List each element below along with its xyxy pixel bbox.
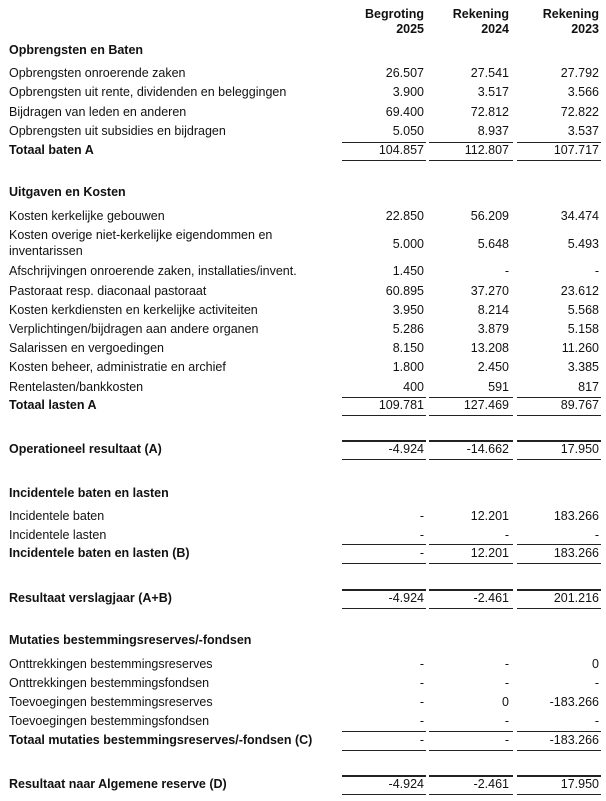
value-cell: 183.266 [553, 546, 599, 560]
rule [517, 160, 601, 161]
row-label: Opbrengsten onroerende zaken [9, 66, 186, 80]
rule [517, 415, 601, 416]
value-cell: - [419, 695, 424, 709]
rule [429, 731, 513, 732]
value-cell: -4.924 [388, 442, 424, 456]
total-label: Totaal mutaties bestemmingsreserves/-fondsen (C) [9, 733, 313, 747]
value-cell: 5.000 [392, 237, 424, 251]
rule [342, 731, 426, 732]
rule [517, 459, 601, 460]
value-cell: 5.493 [567, 237, 599, 251]
value-cell: 3.537 [567, 124, 599, 138]
rule [429, 750, 513, 751]
value-cell: 8.150 [392, 341, 424, 355]
rule [342, 160, 426, 161]
row-label: Kosten kerkelijke gebouwen [9, 209, 165, 223]
header-line1: Begroting [364, 7, 424, 21]
rule [342, 415, 426, 416]
total-label: Incidentele baten en lasten (B) [9, 546, 190, 560]
value-cell: - [504, 264, 509, 278]
value-cell: 3.566 [567, 85, 599, 99]
value-cell: 3.950 [392, 303, 424, 317]
rule [342, 750, 426, 751]
heavy-rule [517, 440, 601, 442]
header-line1: Rekening [542, 7, 599, 21]
value-cell: 3.879 [477, 322, 509, 336]
value-cell: - [419, 714, 424, 728]
rule [342, 608, 426, 609]
value-cell: -183.266 [549, 695, 599, 709]
value-cell: 591 [488, 380, 509, 394]
rule [342, 563, 426, 564]
value-cell: 27.792 [560, 66, 599, 80]
total-label: Resultaat verslagjaar (A+B) [9, 591, 172, 605]
value-cell: 12.201 [470, 509, 509, 523]
rule [342, 544, 426, 545]
row-label: Onttrekkingen bestemmingsreserves [9, 657, 213, 671]
value-cell: 0 [502, 695, 509, 709]
value-cell: 11.260 [561, 341, 599, 355]
value-cell: - [504, 657, 509, 671]
row-label: Verplichtingen/bijdragen aan andere organen [9, 322, 259, 336]
rule [429, 563, 513, 564]
value-cell: 107.717 [553, 143, 599, 157]
section-heading: Mutaties bestemmingsreserves/-fondsen [9, 633, 252, 647]
value-cell: 0 [592, 657, 599, 671]
row-label-line2: inventarissen [9, 244, 83, 258]
value-cell: -4.924 [388, 777, 424, 791]
total-label: Resultaat naar Algemene reserve (D) [9, 777, 227, 791]
rule [517, 731, 601, 732]
value-cell: 17.950 [560, 777, 599, 791]
heavy-rule [429, 440, 513, 442]
value-cell: -2.461 [473, 591, 509, 605]
value-cell: -14.662 [466, 442, 509, 456]
rule [429, 160, 513, 161]
value-cell: 5.050 [392, 124, 424, 138]
header-rekening-2024 [425, 7, 509, 37]
value-cell: 109.781 [378, 398, 424, 412]
header-line2: 2023 [571, 22, 599, 36]
row-label: Incidentele lasten [9, 528, 107, 542]
value-cell: - [419, 733, 424, 747]
value-cell: 8.937 [477, 124, 509, 138]
row-label-line1: Kosten overige niet-kerkelijke eigendommen en [9, 228, 273, 242]
row-label [9, 228, 272, 258]
value-cell: 17.950 [560, 442, 599, 456]
heavy-rule [517, 775, 601, 777]
rule [342, 397, 426, 398]
value-cell: -183.266 [549, 733, 599, 747]
value-cell: 104.857 [378, 143, 424, 157]
value-cell: 89.767 [560, 398, 599, 412]
value-cell: 112.807 [464, 143, 509, 157]
row-label: Opbrengsten uit rente, dividenden en beleggingen [9, 85, 287, 99]
row-label: Onttrekkingen bestemmingsfondsen [9, 676, 210, 690]
row-label: Salarissen en vergoedingen [9, 341, 164, 355]
heavy-rule [517, 589, 601, 591]
value-cell: 5.286 [392, 322, 424, 336]
value-cell: 183.266 [553, 509, 599, 523]
section-heading: Opbrengsten en Baten [9, 43, 144, 57]
value-cell: - [419, 657, 424, 671]
rule [429, 415, 513, 416]
rule [517, 750, 601, 751]
value-cell: 56.209 [470, 209, 509, 223]
row-label: Kosten beheer, administratie en archief [9, 360, 226, 374]
rule [429, 459, 513, 460]
rule [517, 397, 601, 398]
value-cell: 26.507 [385, 66, 424, 80]
value-cell: - [594, 714, 599, 728]
row-label: Pastoraat resp. diaconaal pastoraat [9, 284, 207, 298]
header-line2: 2025 [396, 22, 424, 36]
value-cell: 22.850 [385, 209, 424, 223]
rule [429, 397, 513, 398]
heavy-rule [342, 775, 426, 777]
value-cell: 3.900 [392, 85, 424, 99]
value-cell: -2.461 [473, 777, 509, 791]
rule [429, 794, 513, 795]
rule [342, 794, 426, 795]
heavy-rule [342, 589, 426, 591]
row-label: Kosten kerkdiensten en kerkelijke activiteiten [9, 303, 258, 317]
value-cell: 400 [403, 380, 424, 394]
value-cell: 72.812 [470, 105, 509, 119]
section-heading: Uitgaven en Kosten [9, 185, 126, 199]
value-cell: 201.216 [553, 591, 599, 605]
rule [517, 608, 601, 609]
row-label: Bijdragen van leden en anderen [9, 105, 187, 119]
value-cell: 5.648 [477, 237, 509, 251]
value-cell: 3.385 [567, 360, 599, 374]
heavy-rule [429, 775, 513, 777]
value-cell: 1.800 [392, 360, 424, 374]
header-begroting-2025 [340, 7, 424, 37]
header-line2: 2024 [481, 22, 509, 36]
value-cell: 34.474 [560, 209, 599, 223]
row-label: Rentelasten/bankkosten [9, 380, 144, 394]
value-cell: - [419, 546, 424, 560]
rule [342, 459, 426, 460]
value-cell: 69.400 [385, 105, 424, 119]
rule [429, 608, 513, 609]
value-cell: 5.568 [567, 303, 599, 317]
section-heading: Incidentele baten en lasten [9, 486, 169, 500]
value-cell: 12.201 [470, 546, 509, 560]
value-cell: 5.158 [567, 322, 599, 336]
rule [429, 142, 513, 143]
row-label: Toevoegingen bestemmingsreserves [9, 695, 213, 709]
value-cell: 13.208 [470, 341, 509, 355]
value-cell: 60.895 [385, 284, 424, 298]
value-cell: - [504, 676, 509, 690]
row-label: Opbrengsten uit subsidies en bijdragen [9, 124, 226, 138]
rule [429, 544, 513, 545]
value-cell: -4.924 [388, 591, 424, 605]
value-cell: - [419, 528, 424, 542]
value-cell: 2.450 [477, 360, 509, 374]
value-cell: - [594, 264, 599, 278]
value-cell: 3.517 [477, 85, 509, 99]
header-rekening-2023 [515, 7, 599, 37]
total-label: Totaal lasten A [9, 398, 97, 412]
value-cell: 23.612 [560, 284, 599, 298]
value-cell: - [504, 528, 509, 542]
rule [517, 544, 601, 545]
value-cell: 27.541 [470, 66, 509, 80]
value-cell: - [419, 676, 424, 690]
value-cell: 817 [578, 380, 599, 394]
value-cell: - [594, 528, 599, 542]
value-cell: 1.450 [392, 264, 424, 278]
rule [517, 794, 601, 795]
row-label: Incidentele baten [9, 509, 105, 523]
row-label: Toevoegingen bestemmingsfondsen [9, 714, 210, 728]
value-cell: 127.469 [463, 398, 509, 412]
value-cell: - [419, 509, 424, 523]
total-label: Operationeel resultaat (A) [9, 442, 162, 456]
value-cell: - [504, 733, 509, 747]
value-cell: - [504, 714, 509, 728]
value-cell: 8.214 [477, 303, 509, 317]
heavy-rule [429, 589, 513, 591]
rule [517, 563, 601, 564]
total-label: Totaal baten A [9, 143, 94, 157]
value-cell: - [594, 676, 599, 690]
row-label: Afschrijvingen onroerende zaken, installaties/invent. [9, 264, 297, 278]
rule [517, 142, 601, 143]
heavy-rule [342, 440, 426, 442]
header-line1: Rekening [452, 7, 509, 21]
value-cell: 72.822 [560, 105, 599, 119]
rule [342, 142, 426, 143]
value-cell: 37.270 [470, 284, 509, 298]
